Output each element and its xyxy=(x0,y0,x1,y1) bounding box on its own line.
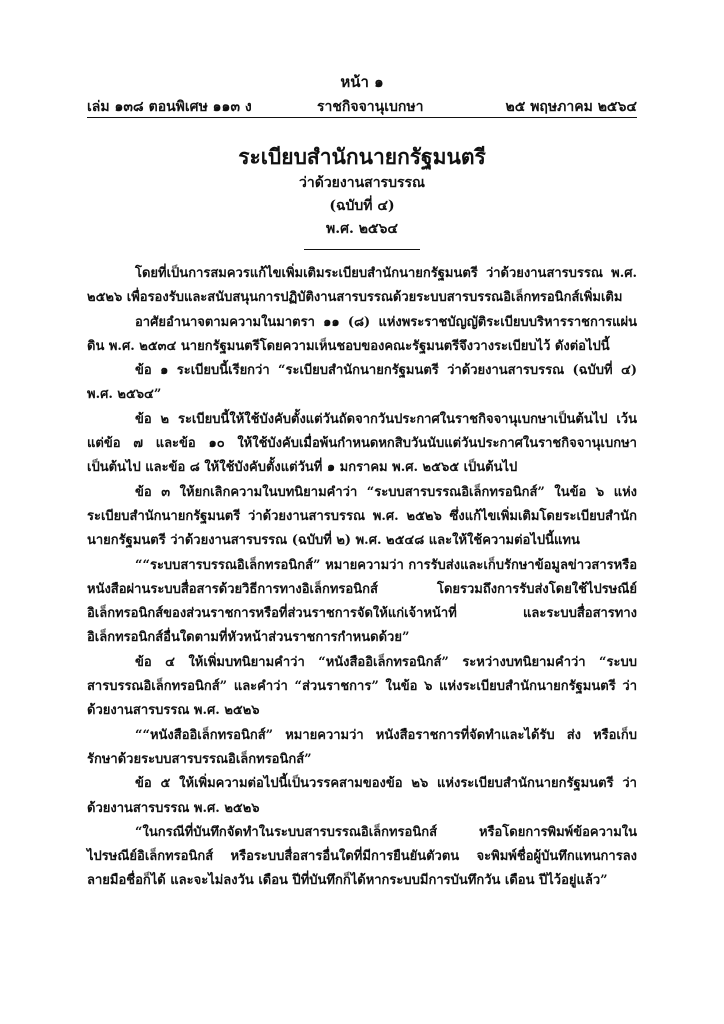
clause-3: ข้อ ๓ ให้ยกเลิกความในบทนิยามคำว่า “ระบบสารบรรณอิเล็กทรอนิกส์” ในข้อ ๖ แห่งระเบียบสำนักนายกรัฐมนตรี ว่าด้วยงานสารบรรณ พ.ศ. ๒๕๒๖ ซึ่งแก้ไขเพิ่มเติมโดยระเบียบสำนักนายกรัฐมนตรี ว่าด้วยงานสารบรรณ (ฉบับที่ ๒) พ.ศ. ๒๕๔๘ และให้ใช้ความต่อไปนี้แทน xyxy=(87,484,637,549)
gazette-header xyxy=(87,96,637,114)
document-title: ระเบียบสำนักนายกรัฐมนตรี xyxy=(238,144,486,169)
clause-1: ข้อ ๑ ระเบียบนี้เรียกว่า “ระเบียบสำนักนายกรัฐมนตรี ว่าด้วยงานสารบรรณ (ฉบับที่ ๔) พ.ศ. ๒๕๖๔” xyxy=(87,363,637,403)
clause-4: ข้อ ๔ ให้เพิ่มบทนิยามคำว่า “หนังสืออิเล็กทรอนิกส์” ระหว่างบทนิยามคำว่า “ระบบสารบรรณอิเล็กทรอนิกส์” และคำว่า “ส่วนราชการ” ในข้อ ๖ แห่งระเบียบสำนักนายกรัฐมนตรี ว่าด้วยงานสารบรรณ พ.ศ. ๒๕๒๖ xyxy=(87,654,637,719)
authority-paragraph: อาศัยอำนาจตามความในมาตรา ๑๑ (๘) แห่งพระราชบัญญัติระเบียบบริหารราชการแผ่นดิน พ.ศ. ๒๕๓๔ นายกรัฐมนตรีโดยความเห็นชอบของคณะรัฐมนตรีจึงวางระเบียบไว้ ดังต่อไปนี้ xyxy=(87,314,637,354)
clause-4-definition: ““หนังสืออิเล็กทรอนิกส์” หมายความว่า หนังสือราชการที่จัดทำและได้รับ ส่ง หรือเก็บรักษาด้วยระบบสารบรรณอิเล็กทรอนิกส์” xyxy=(87,727,637,767)
document-body xyxy=(87,262,637,894)
title-block xyxy=(0,142,724,250)
document-subject: ว่าด้วยงานสารบรรณ xyxy=(299,175,425,191)
clause-3-definition: ““ระบบสารบรรณอิเล็กทรอนิกส์” หมายความว่า การรับส่งและเก็บรักษาข้อมูลข่าวสารหรือหนังสือผ่านระบบสื่อสารด้วยวิธีการทางอิเล็กทรอนิกส์ โดยรวมถึงการรับส่งโดยใช้ไปรษณีย์อิเล็กทรอนิกส์ของส่วนราชการหรือที่ส่วนราชการจัดให้แก่เจ้าหน้าที่ และระบบสื่อสารทางอิเล็กทรอนิกส์อื่นใดตามที่หัวหน้าส่วนราชการกำหนดด้วย” xyxy=(87,557,637,646)
page-number: หน้า ๑ xyxy=(340,73,384,91)
preamble-paragraph: โดยที่เป็นการสมควรแก้ไขเพิ่มเติมระเบียบสำนักนายกรัฐมนตรี ว่าด้วยงานสารบรรณ พ.ศ. ๒๕๒๖ เพื่อรองรับและสนับสนุนการปฏิบัติงานสารบรรณด้วยระบบสารบรรณอิเล็กทรอนิกส์เพิ่มเติม xyxy=(87,266,637,306)
header-divider xyxy=(87,117,637,118)
clause-5: ข้อ ๕ ให้เพิ่มความต่อไปนี้เป็นวรรคสามของข้อ ๒๖ แห่งระเบียบสำนักนายกรัฐมนตรี ว่าด้วยงานสารบรรณ พ.ศ. ๒๕๒๖ xyxy=(87,776,637,816)
title-divider xyxy=(304,249,420,250)
document-edition: (ฉบับที่ ๔) xyxy=(329,198,395,214)
document-year: พ.ศ. ๒๕๖๔ xyxy=(325,221,399,237)
volume-issue: เล่ม ๑๓๘ ตอนพิเศษ ๑๑๓ ง xyxy=(87,99,252,115)
gazette-name: ราชกิจจานุเบกษา xyxy=(317,99,424,115)
clause-5-text: “ในกรณีที่บันทึกจัดทำในระบบสารบรรณอิเล็กทรอนิกส์ หรือโดยการพิมพ์ข้อความในไปรษณีย์อิเล็กทรอนิกส์ หรือระบบสื่อสารอื่นใดที่มีการยืนยันตัวตน จะพิมพ์ชื่อผู้บันทึกแทนการลงลายมือชื่อก็ได้ และจะไม่ลงวัน เดือน ปีที่บันทึกก็ได้หากระบบมีการบันทึกวัน เดือน ปีไว้อยู่แล้ว” xyxy=(87,824,637,889)
clause-2: ข้อ ๒ ระเบียบนี้ให้ใช้บังคับตั้งแต่วันถัดจากวันประกาศในราชกิจจานุเบกษาเป็นต้นไป เว้นแต่ข้อ ๗ และข้อ ๑๐ ให้ใช้บังคับเมื่อพ้นกำหนดหกสิบวันนับแต่วันประกาศในราชกิจจานุเบกษาเป็นต้นไป และข้อ ๘ ให้ใช้บังคับตั้งแต่วันที่ ๑ มกราคม พ.ศ. ๒๕๖๕ เป็นต้นไป xyxy=(87,411,637,476)
gazette-date: ๒๕ พฤษภาคม ๒๕๖๔ xyxy=(505,99,637,115)
